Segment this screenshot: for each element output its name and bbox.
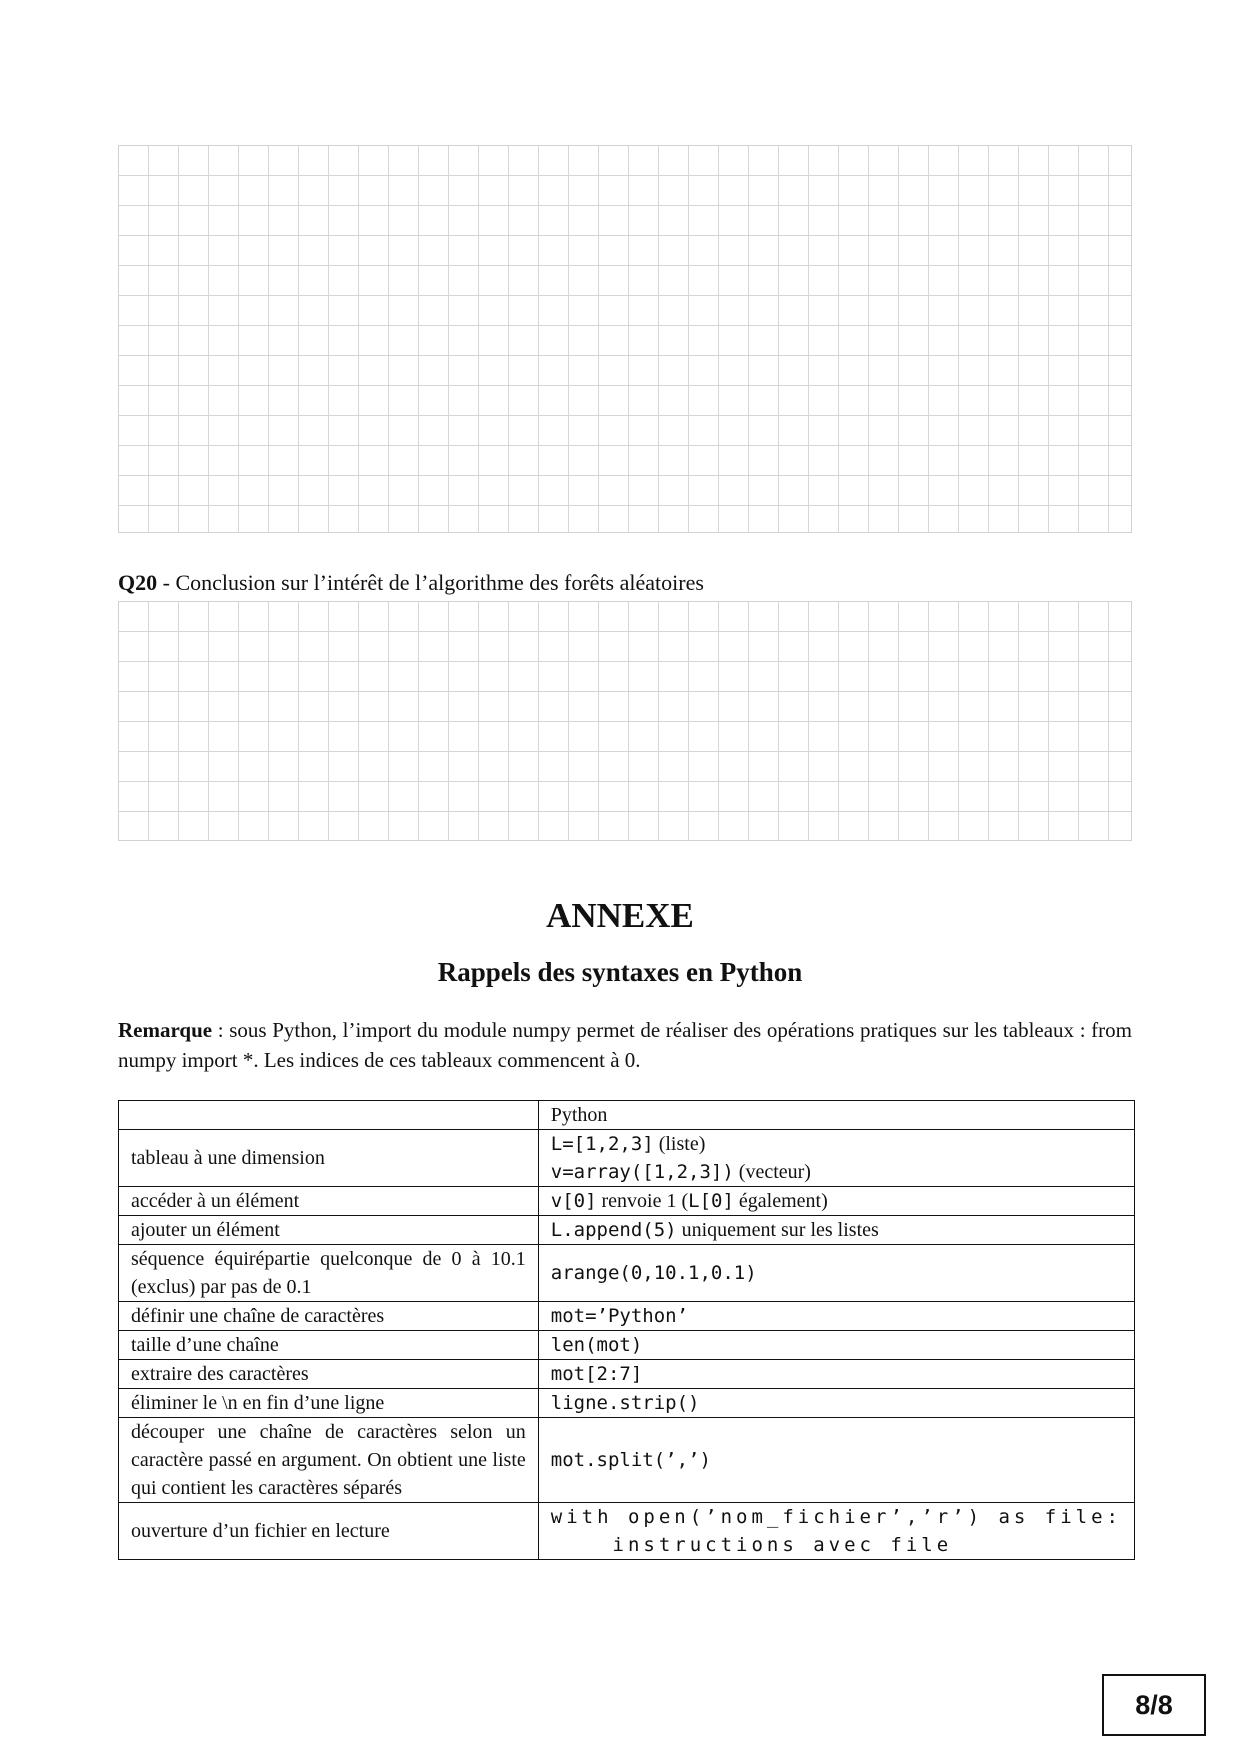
note: (vecteur) [733, 1161, 811, 1183]
code: L.append(5) [550, 1219, 677, 1241]
question-number: Q20 [118, 570, 158, 595]
table-row [119, 1389, 1135, 1418]
question-text: - Conclusion sur l’intérêt de l’algorithme des forêts aléatoires [157, 570, 704, 595]
code: ligne.strip() [550, 1392, 700, 1414]
row-label: ajouter un élément [119, 1216, 539, 1245]
row-label: définir une chaîne de caractères [119, 1302, 539, 1331]
row-python [538, 1245, 1134, 1302]
code: with open(’nom_fichier’,’r’) as file: [550, 1506, 1122, 1528]
row-python [538, 1130, 1134, 1187]
note: renvoie 1 ( [596, 1190, 689, 1212]
note: également) [733, 1190, 828, 1212]
row-label: accéder à un élément [119, 1187, 539, 1216]
row-label: éliminer le \n en fin d’une ligne [119, 1389, 539, 1418]
answer-grid-q20 [118, 601, 1132, 841]
remark-text: : sous Python, l’import du module numpy permet de réaliser des opérations pratiques sur les tableaux : from numpy import *. Les indices de ces tableaux commencent à 0. [118, 1018, 1132, 1072]
row-python [538, 1302, 1134, 1331]
row-python [538, 1331, 1134, 1360]
row-python [538, 1418, 1134, 1503]
table-header-empty [119, 1101, 539, 1130]
page-number: 8/8 [1102, 1674, 1206, 1736]
row-python [538, 1187, 1134, 1216]
row-label: découper une chaîne de caractères selon un caractère passé en argument. On obtient une liste qui contient les caractères séparés [119, 1418, 539, 1503]
note: (liste) [653, 1133, 706, 1155]
row-label: séquence équirépartie quelconque de 0 à 10.1 (exclus) par pas de 0.1 [119, 1245, 539, 1302]
table-row [119, 1418, 1135, 1503]
table-row [119, 1130, 1135, 1187]
annexe-title: ANNEXE [546, 896, 694, 935]
code: L=[1,2,3] [550, 1133, 654, 1155]
remark-label: Remarque [118, 1018, 213, 1042]
code: len(mot) [550, 1334, 643, 1356]
code: arange(0,10.1,0.1) [550, 1262, 757, 1284]
code: mot.split(’,’) [550, 1449, 711, 1471]
note: uniquement sur les listes [676, 1219, 879, 1241]
table-header-row [119, 1101, 1135, 1130]
answer-grid-previous [118, 145, 1132, 533]
table-row [119, 1360, 1135, 1389]
row-python [538, 1389, 1134, 1418]
row-label: taille d’une chaîne [119, 1331, 539, 1360]
table-row [119, 1245, 1135, 1302]
python-syntax-table [118, 1100, 1135, 1560]
row-python [538, 1360, 1134, 1389]
table-row [119, 1216, 1135, 1245]
row-label: extraire des caractères [119, 1360, 539, 1389]
table-row [119, 1503, 1135, 1560]
row-label: tableau à une dimension [119, 1130, 539, 1187]
table-row [119, 1302, 1135, 1331]
row-python [538, 1503, 1134, 1560]
code: L[0] [688, 1190, 734, 1212]
code: v=array([1,2,3]) [550, 1161, 734, 1183]
table-row [119, 1331, 1135, 1360]
annexe-subtitle: Rappels des syntaxes en Python [437, 957, 803, 987]
code: mot=’Python’ [550, 1305, 689, 1327]
code: mot[2:7] [550, 1363, 643, 1385]
code: instructions avec file [550, 1534, 953, 1556]
table-row [119, 1187, 1135, 1216]
code: v[0] [550, 1190, 597, 1212]
row-python [538, 1216, 1134, 1245]
table-header-python: Python [538, 1101, 1134, 1130]
remark-paragraph [118, 1015, 1132, 1075]
row-label: ouverture d’un fichier en lecture [119, 1503, 539, 1560]
question-q20 [118, 570, 704, 596]
